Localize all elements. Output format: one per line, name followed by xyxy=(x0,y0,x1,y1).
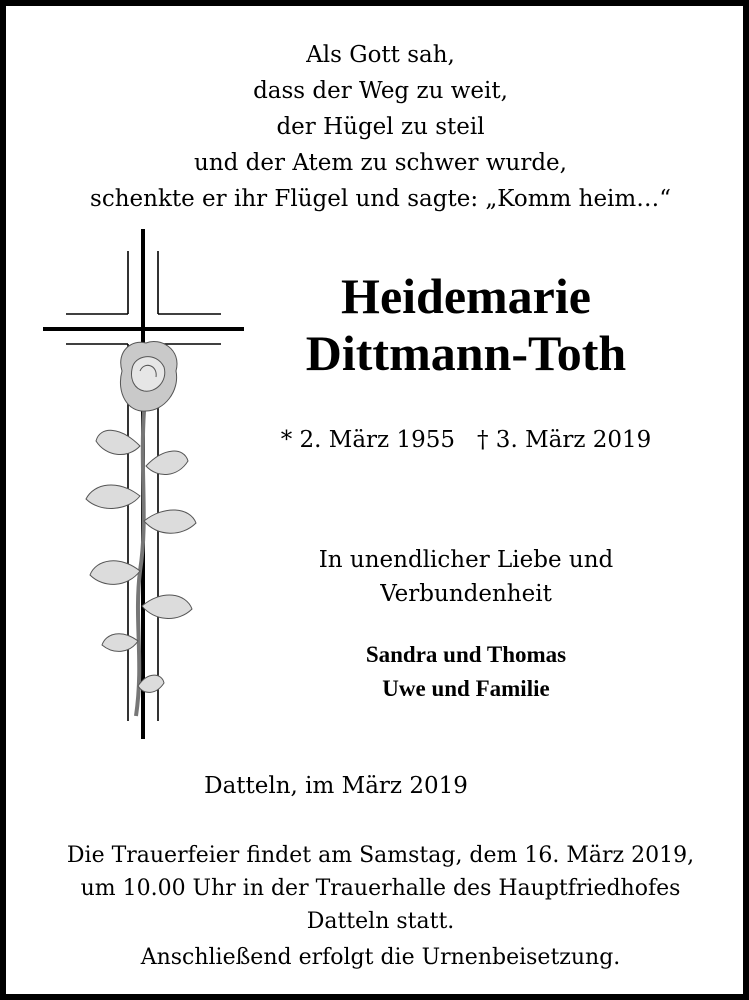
poem-line: Als Gott sah, xyxy=(306,42,455,68)
poem-line: schenkte er ihr Flügel und sagte: „Komm heim…“ xyxy=(90,186,671,212)
phrase-line: In unendlicher Liebe und xyxy=(318,547,614,573)
funeral-line: um 10.00 Uhr in der Trauerhalle des Hauptfriedhofes xyxy=(80,876,681,901)
poem xyxy=(46,37,715,217)
life-dates xyxy=(256,425,676,455)
last-name: Dittmann-Toth xyxy=(305,325,627,381)
deceased-name xyxy=(256,268,676,382)
funeral-line: Die Trauerfeier findet am Samstag, dem 16. März 2019, xyxy=(66,843,695,868)
funeral-info xyxy=(26,839,735,938)
birth-date: * 2. März 1955 xyxy=(280,427,455,453)
mourner-line: Sandra und Thomas xyxy=(365,642,567,667)
poem-line: und der Atem zu schwer wurde, xyxy=(194,150,567,176)
mourners xyxy=(256,638,676,706)
urn-burial-note: Anschließend erfolgt die Urnenbeisetzung. xyxy=(140,945,621,970)
death-date: † 3. März 2019 xyxy=(477,427,652,453)
poem-line: dass der Weg zu weit, xyxy=(253,78,508,104)
memorial-phrase xyxy=(256,543,676,611)
mourner-line: Uwe und Familie xyxy=(382,676,550,701)
funeral-line: Datteln statt. xyxy=(306,909,455,934)
poem-line: der Hügel zu steil xyxy=(276,114,485,140)
cross-with-rose-icon xyxy=(36,221,251,741)
phrase-line: Verbundenheit xyxy=(380,581,552,607)
first-name: Heidemarie xyxy=(341,268,591,324)
place-date: Datteln, im März 2019 xyxy=(204,773,468,799)
